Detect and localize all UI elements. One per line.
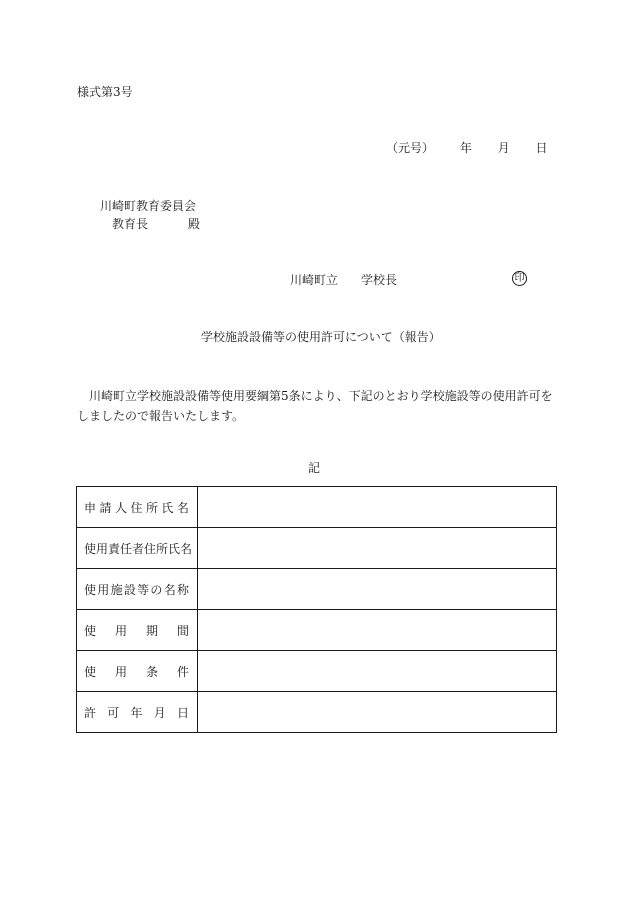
date-line [386, 142, 548, 154]
date-era: （元号） [386, 141, 435, 155]
sender-school: 川崎町立 [290, 273, 339, 287]
label-char: 名 [176, 500, 189, 515]
label-char: 施 [110, 582, 123, 597]
label-char: 人 [114, 500, 127, 515]
label-char: 年 [130, 705, 143, 720]
row-value[interactable] [198, 651, 557, 692]
label-char: 称 [176, 582, 189, 597]
recipient-organization: 川崎町教育委員会 [100, 199, 197, 213]
date-year-label: 年 [459, 141, 472, 155]
recipient-title: 教育長 [112, 217, 149, 231]
table-row [77, 487, 557, 528]
label-char: 等 [137, 582, 150, 597]
date-month-label: 月 [497, 141, 510, 155]
row-value[interactable] [198, 528, 557, 569]
label-char: 用 [114, 664, 127, 679]
table-row [77, 569, 557, 610]
label-char: 申 [84, 500, 97, 515]
label-char: 使 [84, 623, 97, 638]
recipient-honorific: 殿 [188, 217, 201, 231]
label-char: 住 [130, 500, 143, 515]
label-char: 許 [84, 705, 97, 720]
date-day-label: 日 [535, 141, 548, 155]
row-label [77, 487, 198, 528]
record-label: 記 [308, 461, 321, 475]
label-char: の [150, 582, 163, 597]
sender-title: 学校長 [361, 273, 398, 287]
body-text: 川崎町立学校施設設備等使用要綱第5条により、下記のとおり学校施設等の使用許可をしましたので報告いたします。 [77, 389, 553, 423]
label-char: 用 [97, 582, 110, 597]
label-char: 所 [145, 500, 158, 515]
form-number: 様式第3号 [77, 85, 133, 99]
seal-icon: 印 [512, 271, 527, 286]
label-char: 間 [176, 623, 189, 638]
table-row [77, 651, 557, 692]
table-row [77, 528, 557, 569]
label-char: 使 [84, 664, 97, 679]
document-title: 学校施設設備等の使用許可について（報告） [201, 330, 441, 344]
record-table [76, 486, 557, 733]
label-char: 請 [99, 500, 112, 515]
label-char: 氏 [161, 500, 174, 515]
row-label-text [84, 499, 197, 516]
label-char: 月 [153, 705, 166, 720]
row-value[interactable] [198, 487, 557, 528]
row-label [77, 651, 198, 692]
label-char: 設 [123, 582, 136, 597]
row-label [77, 610, 198, 651]
label-char: 名 [163, 582, 176, 597]
table-row [77, 692, 557, 733]
row-value[interactable] [198, 610, 557, 651]
label-char: 使 [84, 582, 97, 597]
label-char: 件 [176, 664, 189, 679]
label-char: 用 [114, 623, 127, 638]
label-char: 期 [145, 623, 158, 638]
row-value[interactable] [198, 569, 557, 610]
row-label-text [84, 622, 197, 639]
row-label-text [84, 663, 197, 680]
row-label-text [84, 704, 197, 721]
row-label-text: 使用責任者住所氏名 [84, 541, 193, 556]
label-char: 条 [145, 664, 158, 679]
label-char: 可 [107, 705, 120, 720]
row-label [77, 569, 198, 610]
row-label-text [84, 581, 197, 598]
row-label [77, 692, 198, 733]
label-char: 日 [176, 705, 189, 720]
row-label [77, 528, 198, 569]
table-row [77, 610, 557, 651]
row-value[interactable] [198, 692, 557, 733]
